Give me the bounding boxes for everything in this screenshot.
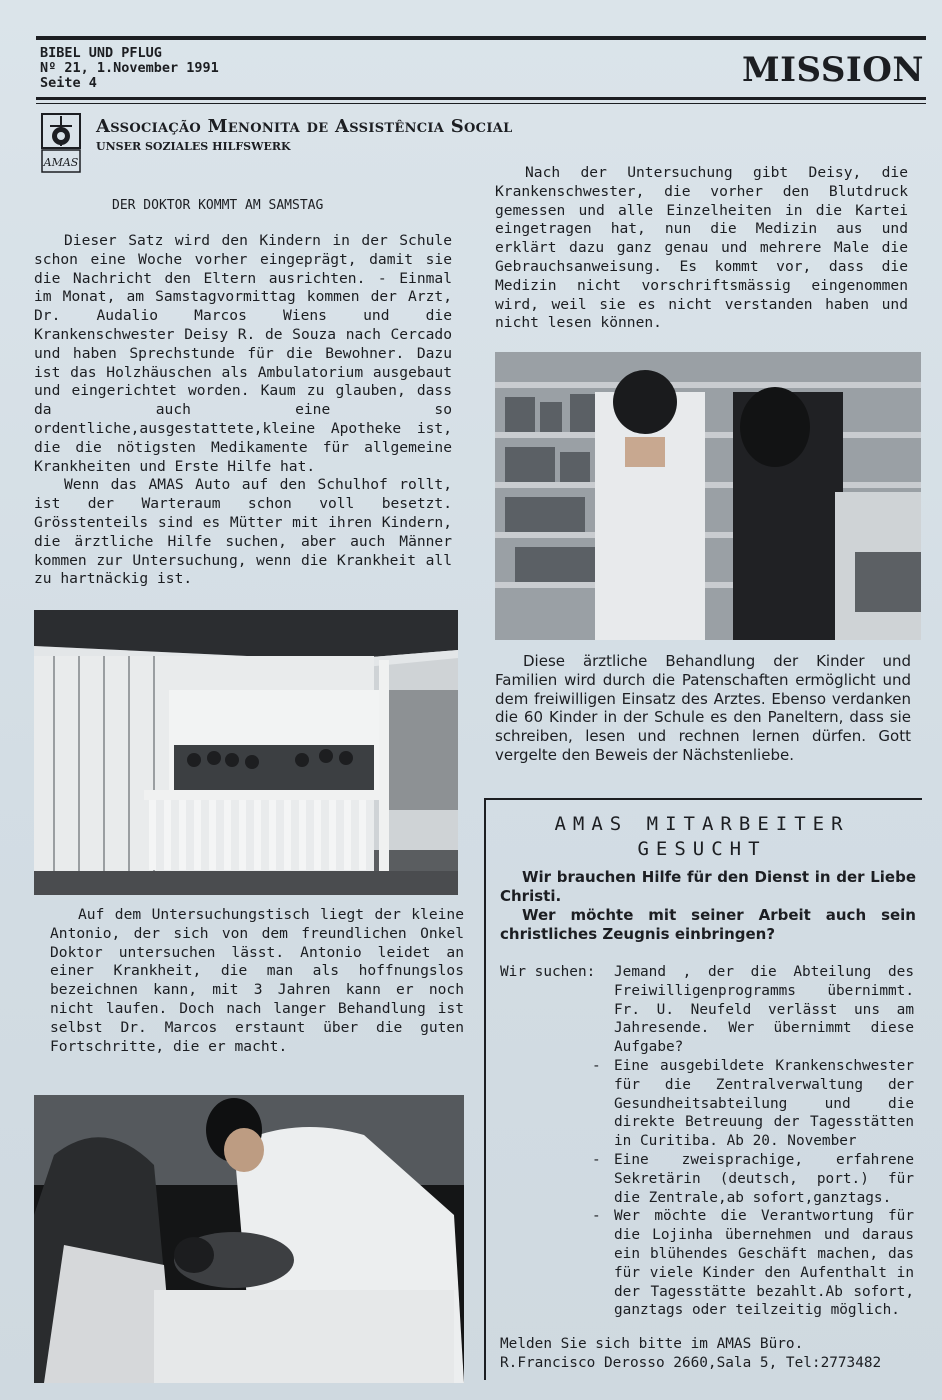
- photo-examination: [34, 1095, 464, 1383]
- photo-clinic-house: [34, 610, 458, 895]
- article-title: DER DOKTOR KOMMT AM SAMSTAG: [112, 198, 324, 213]
- article-paragraph: Wenn das AMAS Auto auf den Schulhof rollt, ist der Warteraum schon voll besetzt. Grösstenteils sind es Mütter mit ihren Kindern, die ärztliche Hilfe suchen, aber auch Männer kommen zur Untersuchung, wenn die Krankheit all zu hartnäckig ist.: [34, 476, 452, 588]
- amas-logo-icon: [40, 112, 82, 176]
- caption-text: Diese ärztliche Behandlung der Kinder und Familien wird durch die Patenschaften ermöglicht und dem freiwilligen Einsatz des Arztes. Ebenso verdanken die 60 Kinder in der Schule es den Paneltern, dass sie schreiben, lesen und rechnen lernen dürfen. Gott vergelte den Beweis der Nächstenliebe.: [495, 652, 911, 764]
- masthead-rule-top: [36, 36, 926, 40]
- caption-text: Auf dem Untersuchungstisch liegt der kleine Antonio, der sich von dem freundlichen Onkel Doktor untersuchen lässt. Antonio leidet an einer Krankheit, die man als hoffnungslos bezeichnen kann, mit 3 Jahren kann er noch nicht laufen. Doch nach langer Behandlung ist selbst Dr. Marcos erstaunt über die guten Fortschritte, die er macht.: [50, 906, 464, 1055]
- photo-caption-examination: [50, 906, 464, 1056]
- article-paragraph: Nach der Untersuchung gibt Deisy, die Krankenschwester, die vorher den Blutdruck gemessen und alle Einzelheiten in die Kartei eingetragen hat, nun die Medizin aus und erklärt dazu ganz genau und mehrere Male die Gebrauchsanweisung. Es kommt vor, dass die Medizin nicht vorschriftsmässig eingenommen wird, weil sie es nicht verstanden haben und nicht lesen können.: [495, 164, 908, 332]
- job-ad-title: [484, 812, 920, 862]
- job-item-text: Wer möchte die Verantwortung für die Lojinha übernehmen und daraus ein blühendes Geschäft machen, das für viele Kinder den Aufenthalt in der Tagesstätte bezahlt.Ab sofort, ganztags oder teilzeitig möglich.: [614, 1208, 914, 1319]
- job-intro-line: Wir brauchen Hilfe für den Dienst in der Liebe Christi.: [500, 868, 916, 905]
- job-list: [500, 963, 914, 1320]
- photo-pharmacy: [495, 352, 921, 640]
- org-name: Associação Menonita de Assistência Social: [96, 116, 513, 137]
- org-subtitle: UNSER SOZIALES HILFSWERK: [96, 140, 291, 153]
- job-ad-title-line1: AMAS MITARBEITER: [554, 813, 850, 835]
- contact-address: R.Francisco Derosso 2660,Sala 5, Tel:2773482: [500, 1355, 882, 1371]
- logo-text: AMAS: [43, 156, 79, 169]
- job-item: - Wer möchte die Verantwortung für die Lojinha übernehmen und daraus ein blühendes Geschäft machen, das für viele Kinder den Aufenthalt in der Tagesstätte bezahlt.Ab sofort, ganztags oder teilzeitig möglich.: [592, 1208, 914, 1319]
- article-right-column: [495, 164, 908, 333]
- job-item: [500, 963, 914, 1057]
- photo-caption-pharmacy: [495, 652, 911, 765]
- masthead-rule-bottom: [36, 97, 926, 100]
- contact-line: Melden Sie sich bitte im AMAS Büro.: [500, 1336, 804, 1352]
- masthead-info: [40, 46, 219, 91]
- page-number: Seite 4: [40, 75, 97, 91]
- job-list-lead: Wir suchen:: [500, 964, 596, 980]
- job-item-text: Jemand , der die Abteilung des Freiwilligenprogramms übernimmt. Fr. U. Neufeld verlässt uns am Jahresende. Wer übernimmt diese Aufgabe?: [614, 964, 914, 1056]
- job-item: - Eine ausgebildete Krankenschwester für die Zentralverwaltung der Gesundheitsabteilung und die direkte Betreuung der Tagesstätten in Curitiba. Ab 20. November: [592, 1057, 914, 1150]
- job-item: - Eine zweisprachige, erfahrene Sekretärin (deutsch, port.) für die Zentrale,ab sofort,ganztags.: [592, 1151, 914, 1206]
- job-intro-line: Wer möchte mit seiner Arbeit auch sein christliches Zeugnis einbringen?: [500, 906, 916, 943]
- job-ad-intro: [500, 868, 916, 944]
- publication-name: BIBEL UND PFLUG: [40, 45, 162, 61]
- section-title: MISSION: [742, 50, 924, 90]
- job-ad-title-line2: GESUCHT: [637, 838, 767, 860]
- issue-date: Nº 21, 1.November 1991: [40, 60, 219, 76]
- job-item-text: Eine ausgebildete Krankenschwester für die Zentralverwaltung der Gesundheitsabteilung und die direkte Betreuung der Tagesstätten in Curitiba. Ab 20. November: [614, 1057, 914, 1150]
- article-left-column: [34, 232, 452, 589]
- job-contact: [500, 1335, 920, 1373]
- masthead-rule-thin: [36, 103, 926, 104]
- article-paragraph: Dieser Satz wird den Kindern in der Schule schon eine Woche vorher eingeprägt, damit sie die Nachricht den Eltern ausrichten. - Einmal im Monat, am Samstagvormittag kommen der Arzt, Dr. Audalio Marcos Wiens und die Krankenschwester Deisy R. de Souza nach Cercado und haben Sprechstunde für die Bewohner. Dazu ist das Holzhäuschen als Ambulatorium ausgebaut und eingerichtet worden. Kaum zu glauben, dass da auch eine so ordentliche,ausgestattete,kleine Apotheke ist, die die nötigsten Medikamente für allgemeine Krankheiten und Erste Hilfe hat.: [34, 232, 452, 475]
- job-item-text: Eine zweisprachige, erfahrene Sekretärin (deutsch, port.) für die Zentrale,ab sofort,ganztags.: [614, 1151, 914, 1206]
